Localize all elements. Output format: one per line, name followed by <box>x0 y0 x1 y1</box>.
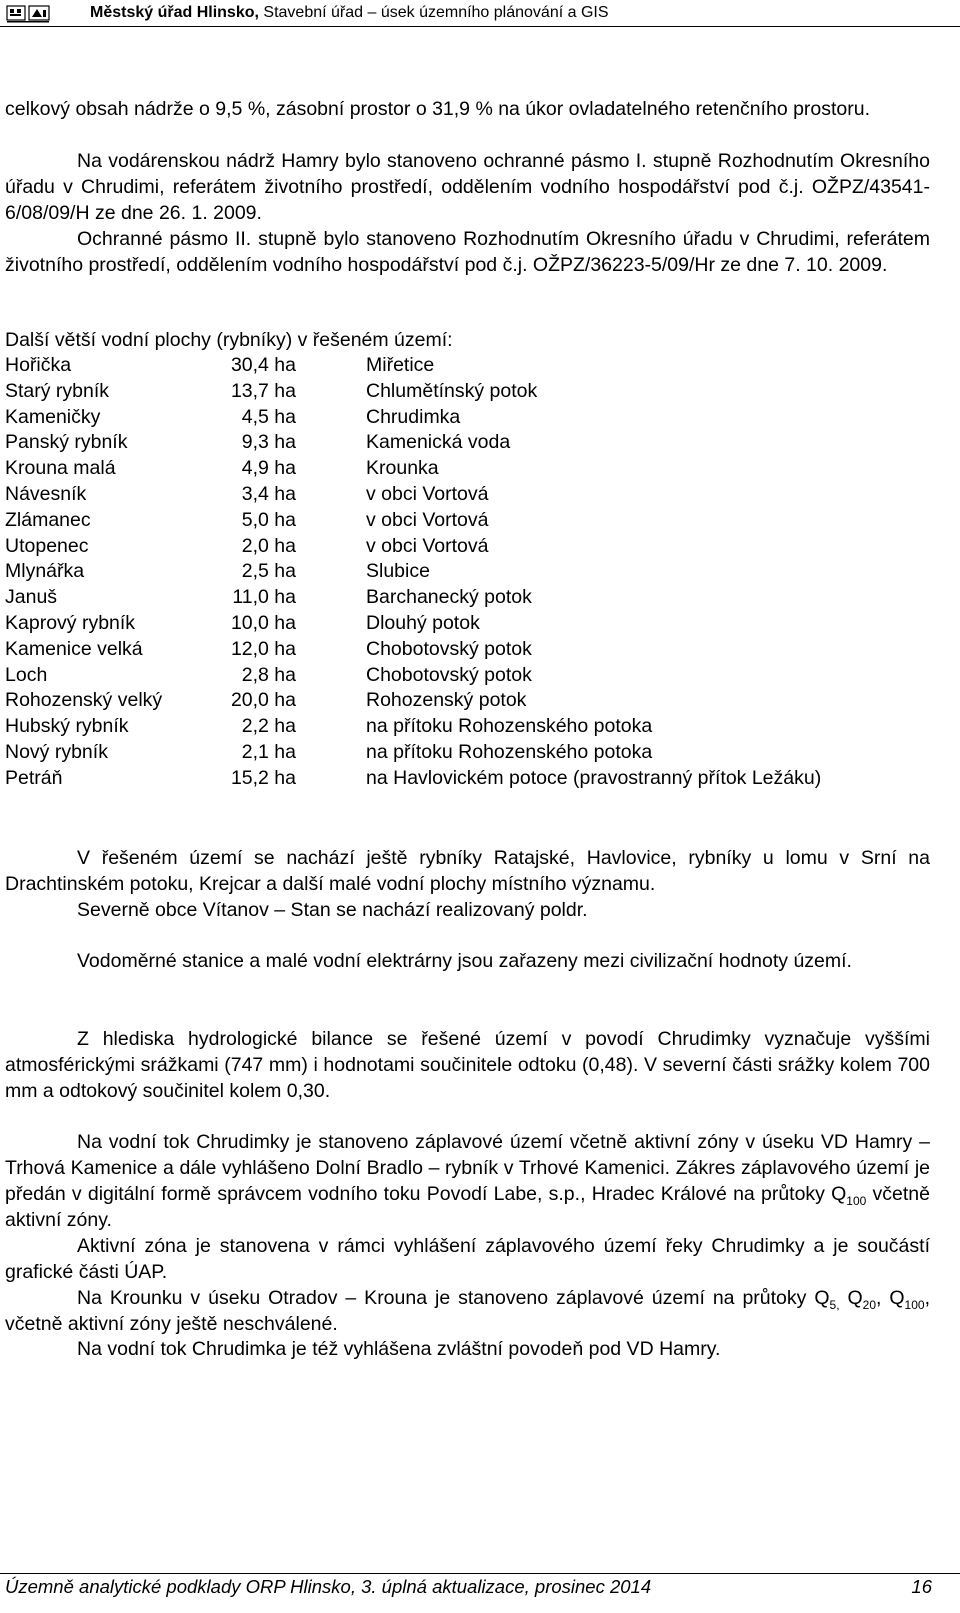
pond-area: 2,8 ha <box>241 663 296 686</box>
paragraph-protection-zone-1: Na vodárenskou nádrž Hamry bylo stanoveno ochranné pásmo I. stupně Rozhodnutím Okresního úřadu v Chrudimi, referátem životního prostředí, oddělením vodního hospodářství pod č.j. OŽPZ/43541-6/08/09/H ze dne 26. 1. 2009. <box>5 150 930 224</box>
paragraph-other-ponds: V řešeném území se nachází ještě rybníky Ratajské, Havlovice, rybníky u lomu v Srní na Drachtinském potoku, Krejcar a další malé vodní plochy místního významu. <box>5 847 930 895</box>
pond-name: Januš <box>5 586 58 609</box>
pond-name: Zlámanec <box>5 508 91 531</box>
paragraph-hydrology: Z hlediska hydrologické bilance se řešené území v povodí Chrudimky vyznačuje vyššími atmosférickými srážkami (747 mm) i hodnotami součinitele odtoku (0,48). V severní části srážky kolem 700 mm a odtokový součinitel kolem 0,30. <box>5 1028 930 1102</box>
pond-location: Dlouhý potok <box>366 611 480 634</box>
pond-name: Nový rybník <box>5 740 108 763</box>
pond-location: Chobotovský potok <box>366 663 532 686</box>
pond-area: 4,9 ha <box>241 457 296 480</box>
pond-location: Chobotovský potok <box>366 637 532 660</box>
pond-area: 4,5 ha <box>241 405 296 428</box>
paragraph-capacity: celkový obsah nádrže o 9,5 %, zásobní prostor o 31,9 % na úkor ovladatelného retenčního prostoru. <box>5 98 871 120</box>
list-title: Další větší vodní plochy (rybníky) v řešeném území: <box>5 329 453 351</box>
pond-name: Kaprový rybník <box>5 611 136 634</box>
pond-area: 2,1 ha <box>241 740 296 763</box>
pond-location: Slubice <box>366 560 430 583</box>
pond-location: Krounka <box>366 457 439 480</box>
pond-area: 3,4 ha <box>241 482 296 505</box>
pond-location: na Havlovickém potoce (pravostranný přítok Ležáku) <box>366 766 822 789</box>
paragraph-active-zone: Aktivní zóna je stanovena v rámci vyhlášení záplavového území řeky Chrudimky a je součástí grafické části ÚAP. <box>5 1235 930 1283</box>
footer-text: Územně analytické podklady ORP Hlinsko, 3. úplná aktualizace, prosinec 2014 <box>5 1576 652 1597</box>
paragraph-polder: Severně obce Vítanov – Stan se nachází realizovaný poldr. <box>77 899 588 921</box>
pond-name: Panský rybník <box>5 431 128 454</box>
pond-location: Chlumětínský potok <box>366 379 538 402</box>
pond-area: 11,0 ha <box>232 586 296 609</box>
pond-name: Kamenice velká <box>5 637 143 660</box>
pond-area: 12,0 ha <box>230 637 296 660</box>
pond-location: v obci Vortová <box>366 508 489 531</box>
pond-location: Barchanecký potok <box>366 586 532 609</box>
pond-name: Kameničky <box>5 405 101 428</box>
paragraph-special-flood: Na vodní tok Chrudimka je též vyhlášena zvláštní povodeň pod VD Hamry. <box>77 1338 721 1360</box>
pond-area: 10,0 ha <box>230 611 296 634</box>
paragraph-stations: Vodoměrné stanice a malé vodní elektrárny jsou zařazeny mezi civilizační hodnoty území. <box>77 950 852 972</box>
header-title <box>90 4 609 22</box>
pond-name: Utopenec <box>5 534 89 557</box>
pond-location: Chrudimka <box>366 405 461 428</box>
pond-name: Starý rybník <box>5 379 110 402</box>
pond-name: Petráň <box>5 766 63 789</box>
pond-location: v obci Vortová <box>366 482 489 505</box>
footer-divider <box>0 1573 960 1574</box>
pond-name: Hubský rybník <box>5 715 129 738</box>
pond-name: Rohozenský velký <box>5 689 163 712</box>
pond-location: Miřetice <box>366 354 435 376</box>
pond-location: na přítoku Rohozenského potoka <box>366 740 653 763</box>
pond-location: v obci Vortová <box>366 534 489 557</box>
pond-area: 13,7 ha <box>230 379 296 402</box>
pond-area: 30,4 ha <box>230 354 296 376</box>
paragraph-flood-zone: Na vodní tok Chrudimky je stanoveno záplavové území včetně aktivní zóny v úseku VD Hamry – Trhová Kamenice a dále vyhlášeno Dolní Bradlo – rybník v Trhové Kamenici. Zákres záplavového území je předán v digitální formě správcem vodního toku Povodí Labe, s.p., Hradec Králové na průtoky $Q_{100}$ včetně aktivní zóny. <box>5 1131 930 1231</box>
pond-area: 5,0 ha <box>241 508 296 531</box>
pond-area: 15,2 ha <box>230 766 296 789</box>
pond-name: Loch <box>5 663 48 686</box>
paragraph-krounka: Na Krounku v úseku Otradov – Krouna je stanoveno záplavové území na průtoky $Q_{5,}$ $Q_{20}$, $Q_{100}$, včetně aktivní zóny ještě neschválené. <box>5 1287 930 1335</box>
pond-name: Mlynářka <box>5 560 85 583</box>
pond-name: Krouna malá <box>5 457 116 480</box>
header-office: Městský úřad Hlinsko, <box>90 4 259 21</box>
pond-name: Návesník <box>5 482 87 505</box>
pond-area: 20,0 ha <box>230 689 296 712</box>
page-number: 16 <box>911 1576 932 1597</box>
header-divider <box>0 26 960 27</box>
page-header <box>0 0 960 26</box>
city-logo-icon <box>6 2 54 24</box>
pond-location: Rohozenský potok <box>366 689 527 712</box>
pond-area: 2,0 ha <box>241 534 296 557</box>
header-department: Stavební úřad – úsek územního plánování a GIS <box>263 4 609 21</box>
pond-name: Hořička <box>5 354 72 376</box>
pond-area: 9,3 ha <box>241 431 296 454</box>
pond-area: 2,2 ha <box>241 715 296 738</box>
paragraph-protection-zone-2: Ochranné pásmo II. stupně bylo stanoveno Rozhodnutím Okresního úřadu v Chrudimi, referátem životního prostředí, oddělením vodního hospodářství pod č.j. OŽPZ/36223-5/09/Hr ze dne 7. 10. 2009. <box>5 228 930 276</box>
pond-area: 2,5 ha <box>241 560 296 583</box>
pond-location: na přítoku Rohozenského potoka <box>366 715 653 738</box>
pond-location: Kamenická voda <box>366 431 511 454</box>
